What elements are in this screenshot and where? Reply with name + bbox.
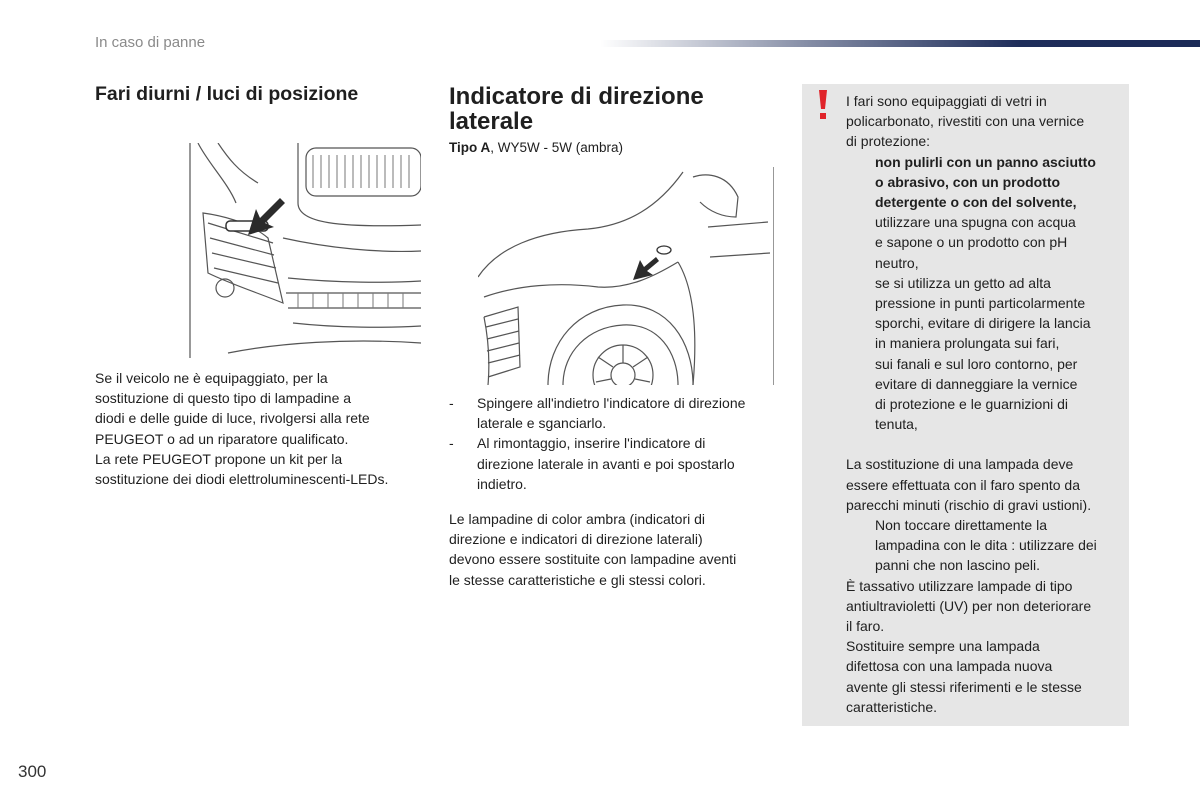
text-line: tenuta, (875, 416, 918, 433)
text-line: diodi e delle guide di luce, rivolgersi alla rete (95, 410, 370, 427)
warning-paragraph (846, 576, 1126, 717)
title-line: laterale (449, 108, 534, 135)
text-line: È tassativo utilizzare lampade di tipo (846, 577, 1073, 594)
text-line: antiultravioletti (UV) per non deteriorare (846, 597, 1092, 614)
headlight-drl-illustration (188, 143, 421, 358)
title-line: Indicatore di direzione (449, 83, 704, 110)
text-line: detergente o con del solvente, (875, 194, 1077, 211)
warning-bullet (846, 515, 1126, 576)
text-line: lampadina con le dita : utilizzare dei (875, 537, 1097, 554)
list-item (449, 393, 784, 433)
text-line: Spingere all'indietro l'indicatore di direzione (477, 395, 746, 411)
text-line: o abrasivo, con un prodotto (875, 173, 1061, 190)
text-line: La sostituzione di una lampada deve (846, 456, 1074, 473)
warning-paragraph (846, 454, 1126, 515)
text-line: evitare di danneggiare la vernice (875, 375, 1078, 392)
section-header: In caso di panne (95, 34, 206, 51)
text-line: panni che non lascino peli. (875, 557, 1041, 574)
text-line: sporchi, evitare di dirigere la lancia (875, 315, 1091, 332)
text-line: PEUGEOT o ad un riparatore qualificato. (95, 430, 349, 447)
bulb-type-spec: , WY5W - 5W (ambra) (490, 140, 624, 155)
header-gradient-bar (600, 40, 1200, 47)
amber-bulb-note (449, 509, 784, 590)
text-line: utilizzare una spugna con acqua (875, 214, 1076, 231)
text-line: direzione laterale in avanti e poi spostarlo (477, 455, 735, 472)
side-indicator-illustration (478, 167, 774, 385)
text-line: di protezione e le guarnizioni di (875, 396, 1069, 413)
text-line: Non toccare direttamente la (875, 517, 1047, 534)
drl-section-title: Fari diurni / luci di posizione (95, 83, 359, 105)
bullet-icon (846, 273, 875, 435)
list-item-text (477, 433, 735, 494)
drl-instructions (95, 368, 430, 489)
instruction-list (449, 393, 784, 494)
text-line: La rete PEUGEOT propone un kit per la (95, 450, 343, 467)
bullet-icon (846, 152, 875, 213)
text-line: se si utilizza un getto ad alta (875, 274, 1051, 291)
text-line: difettosa con una lampada nuova (846, 658, 1053, 675)
warning-bullet-text (875, 515, 1126, 576)
warning-bullet (846, 212, 1126, 273)
list-item-text (477, 393, 745, 433)
text-line: e sapone o un prodotto con pH (875, 234, 1068, 251)
text-line: indietro. (477, 475, 527, 492)
warning-bullet-text (875, 212, 1126, 273)
text-line: le stesse caratteristiche e gli stessi colori. (449, 571, 706, 588)
text-line: in maniera prolungata sui fari, (875, 335, 1060, 352)
warning-content (846, 91, 1126, 717)
text-line: sui fanali e sul loro contorno, per (875, 355, 1078, 372)
list-dash: - (449, 395, 454, 411)
bulb-type-label (449, 140, 623, 155)
text-line: pressione in punti particolarmente (875, 295, 1086, 312)
text-line: essere effettuata con il faro spento da (846, 476, 1081, 493)
side-indicator-section-title (449, 84, 749, 134)
text-line: policarbonato, rivestiti con una vernice (846, 113, 1085, 130)
text-line: Al rimontaggio, inserire l'indicatore di (477, 435, 706, 452)
text-line: caratteristiche. (846, 698, 938, 715)
bulb-type-name: Tipo A (449, 140, 491, 155)
warning-intro (846, 91, 1126, 152)
text-line: neutro, (875, 254, 919, 271)
warning-bullet (846, 152, 1126, 213)
text-line: Sostituire sempre una lampada (846, 638, 1040, 655)
text-line: avente gli stessi riferimenti e le stesse (846, 678, 1082, 695)
text-line: devono essere sostituite con lampadine aventi (449, 551, 737, 568)
text-line: sostituzione dei diodi elettroluminescenti-LEDs. (95, 471, 389, 488)
warning-bullet-text (875, 273, 1126, 435)
text-line: parecchi minuti (rischio di gravi ustioni). (846, 496, 1092, 513)
text-line: I fari sono equipaggiati di vetri in (846, 93, 1047, 109)
warning-bullet (846, 273, 1126, 435)
bullet-icon (846, 515, 875, 576)
spacer (846, 434, 1126, 454)
page-number: 300 (18, 762, 47, 781)
list-item (449, 433, 784, 494)
text-line: non pulirli con un panno asciutto (875, 153, 1096, 170)
text-line: il faro. (846, 618, 885, 635)
text-line: sostituzione di questo tipo di lampadine a (95, 390, 352, 407)
text-line: Le lampadine di color ambra (indicatori di (449, 511, 706, 527)
text-line: laterale e sganciarlo. (477, 415, 607, 432)
list-dash: - (449, 435, 454, 452)
text-line: di protezione: (846, 133, 931, 150)
warning-bullet-text (875, 152, 1126, 213)
text-line: direzione e indicatori di direzione laterali) (449, 531, 703, 548)
text-line: Se il veicolo ne è equipaggiato, per la (95, 370, 328, 386)
bullet-icon (846, 212, 875, 273)
exclamation-icon (816, 90, 830, 120)
